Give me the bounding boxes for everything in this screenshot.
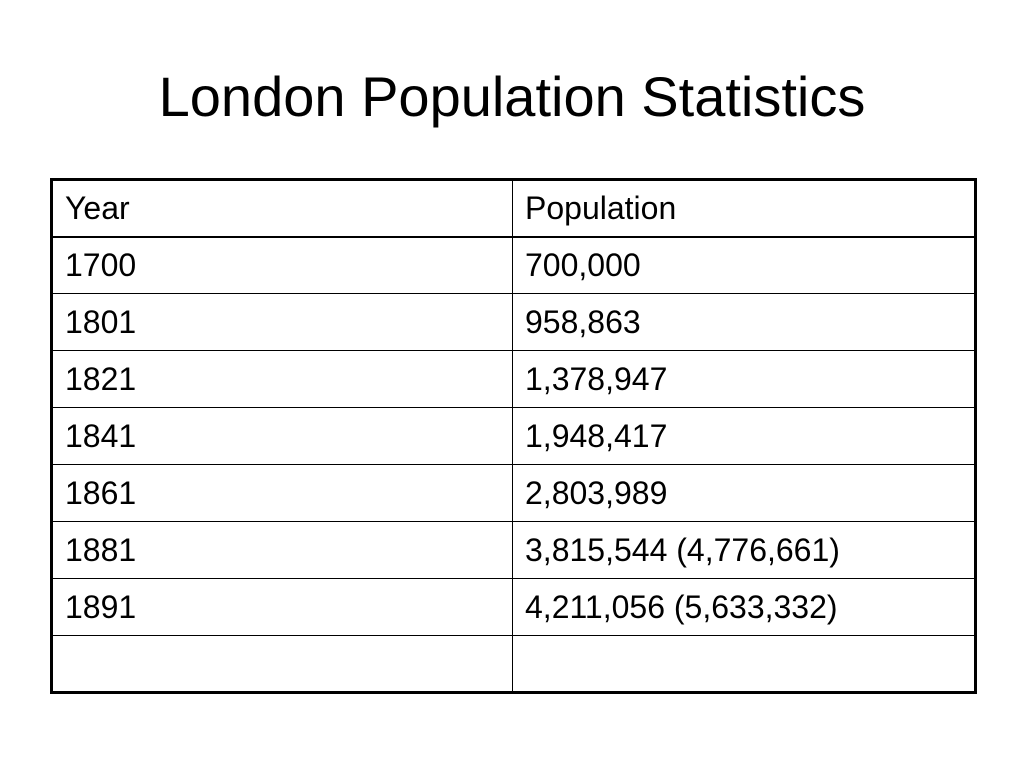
table-row-empty [52,636,976,693]
table-row [52,237,976,294]
population-column-header: Population [513,180,976,237]
table-row [52,351,976,408]
population-cell: 1,948,417 [513,408,976,465]
year-cell: 1891 [52,579,513,636]
table-row [52,294,976,351]
year-cell: 1881 [52,522,513,579]
population-cell: 958,863 [513,294,976,351]
year-cell: 1821 [52,351,513,408]
population-table [50,178,977,694]
population-cell [513,636,976,693]
year-column-header: Year [52,180,513,237]
population-cell: 3,815,544 (4,776,661) [513,522,976,579]
table-row [52,408,976,465]
table-header-row [52,180,976,237]
table-row [52,465,976,522]
table-row [52,579,976,636]
year-cell: 1841 [52,408,513,465]
population-cell: 700,000 [513,237,976,294]
population-cell: 1,378,947 [513,351,976,408]
table-row [52,522,976,579]
year-cell: 1700 [52,237,513,294]
population-cell: 2,803,989 [513,465,976,522]
slide-title: London Population Statistics [158,65,866,128]
year-cell: 1861 [52,465,513,522]
population-cell: 4,211,056 (5,633,332) [513,579,976,636]
year-cell [52,636,513,693]
year-cell: 1801 [52,294,513,351]
